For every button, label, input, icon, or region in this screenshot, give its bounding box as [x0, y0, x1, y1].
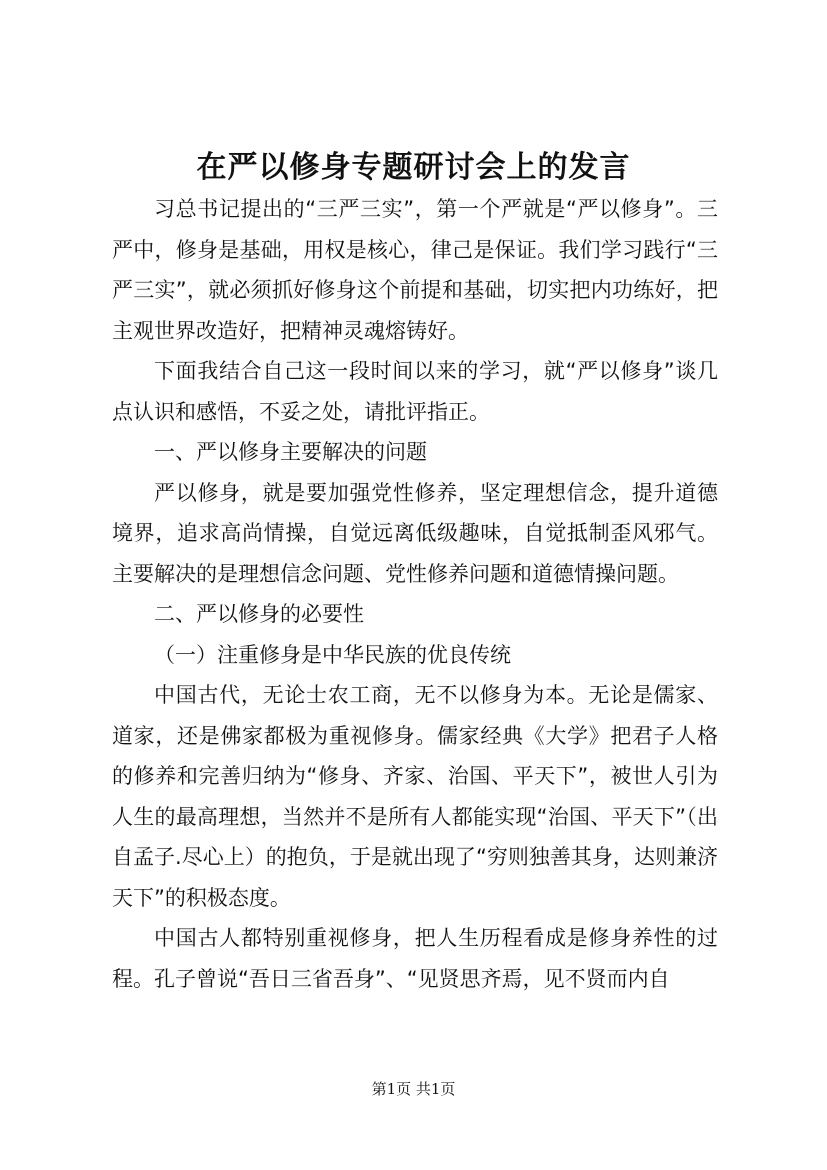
document-body [112, 189, 718, 999]
paragraph: 中国古代，无论士农工商，无不以修身为本。无论是儒家、道家，还是佛家都极为重视修身。儒家经典《大学》把君子人格的修养和完善归纳为“修身、齐家、治国、平天下”，被世人引为人生的最高理想，当然并不是所有人都能实现“治国、平天下”（出自孟子.尽心上）的抱负，于是就出现了“穷则独善其身，达则兼济天下”的积极态度。 [112, 683, 718, 910]
section-heading: 二、严以修身的必要性 [154, 602, 364, 626]
document-title: 在严以修身专题研讨会上的发言 [196, 150, 631, 185]
paragraph: 下面我结合自己这一段时间以来的学习，就“严以修身”谈几点认识和感悟，不妥之处，请批评指正。 [112, 359, 718, 424]
paragraph: 严以修身，就是要加强党性修养，坚定理想信念，提升道德境界，追求高尚情操，自觉远离低级趣味，自觉抵制歪风邪气。主要解决的是理想信念问题、党性修养问题和道德情操问题。 [112, 480, 718, 586]
paragraph: 中国古人都特别重视修身，把人生历程看成是修身养性的过程。孔子曾说“吾日三省吾身”、“见贤思齐焉，见不贤而内自 [112, 926, 718, 991]
paragraph: 习总书记提出的“三严三实”，第一个严就是“严以修身”。三严中，修身是基础，用权是核心，律己是保证。我们学习践行“三严三实”，就必须抓好修身这个前提和基础，切实把内功练好，把主观世界改造好，把精神灵魂熔铸好。 [112, 197, 718, 343]
section-heading: 一、严以修身主要解决的问题 [154, 440, 427, 464]
page-footer: 第1页 共1页 [371, 1080, 456, 1098]
subsection-heading: （一）注重修身是中华民族的优良传统 [154, 642, 511, 667]
